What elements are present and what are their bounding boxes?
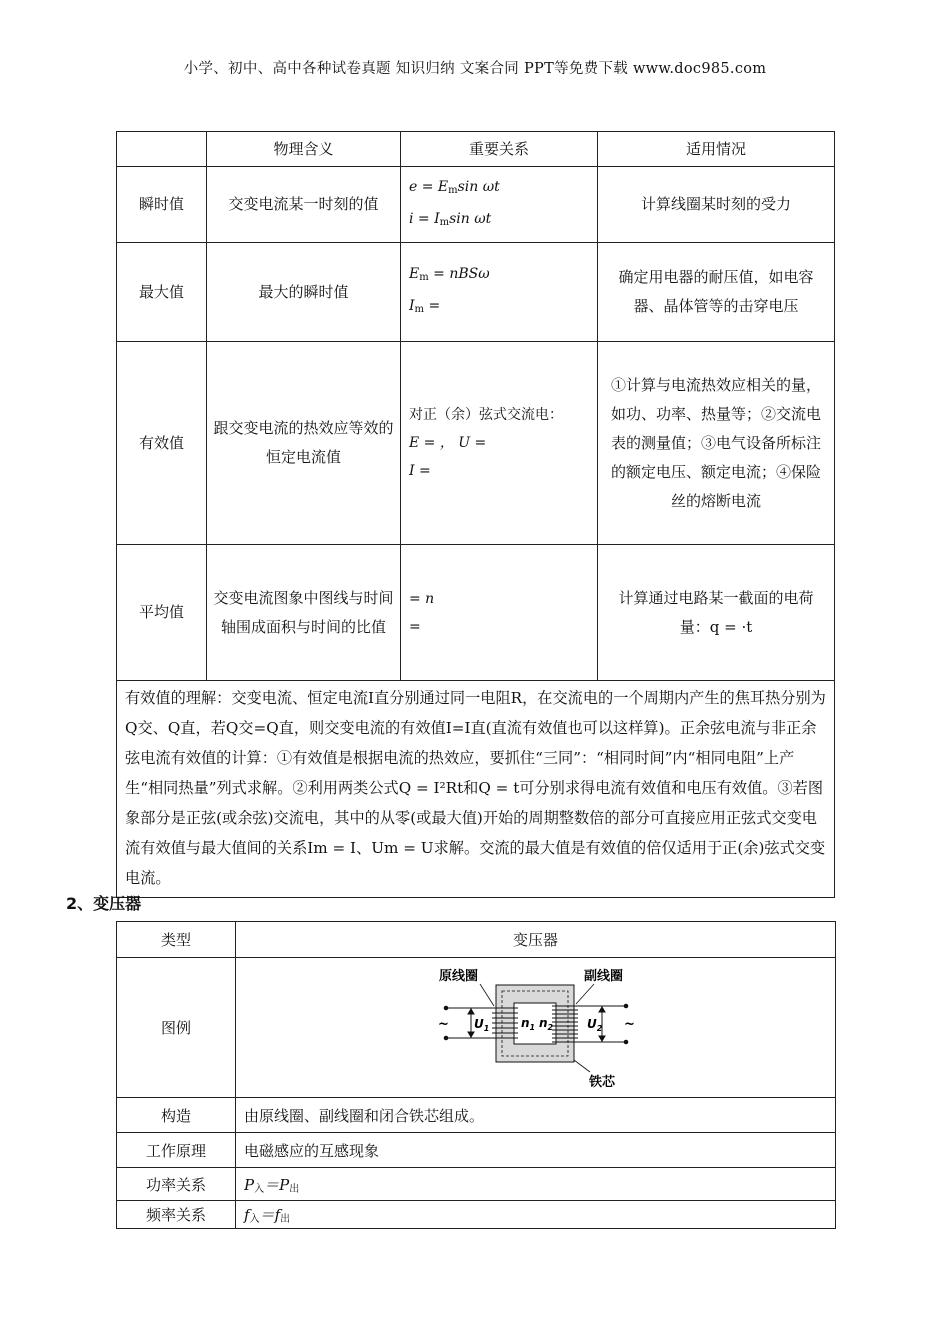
row-relation: 对正（余）弦式交流电： E = ， U = I =	[401, 342, 598, 545]
transformer-table	[116, 921, 836, 1229]
u1-label: $U_1$	[473, 1016, 489, 1033]
row-value: $f_入=f_出$	[236, 1201, 836, 1229]
u2-label: $U_2$	[586, 1016, 602, 1033]
header-cell-empty	[117, 132, 207, 167]
row-key: 图例	[117, 958, 236, 1098]
table-row	[117, 958, 836, 1098]
note-row	[117, 681, 835, 898]
table-row	[117, 1098, 836, 1133]
n2-label: $n_2$	[538, 1015, 553, 1032]
table-row	[117, 545, 835, 681]
table-header-row	[117, 922, 836, 958]
primary-coil	[492, 1008, 518, 1038]
row-key: 构造	[117, 1098, 236, 1133]
n1-label: $n_1$	[520, 1015, 535, 1032]
row-usage: 确定用电器的耐压值，如电容器、晶体管等的击穿电压	[598, 243, 835, 342]
row-key: 功率关系	[117, 1168, 236, 1201]
row-name: 瞬时值	[117, 167, 207, 243]
row-name: 平均值	[117, 545, 207, 681]
ac-output-symbol: ~	[623, 1016, 635, 1032]
row-relation: = n =	[401, 545, 598, 681]
row-value: 由原线圈、副线圈和闭合铁芯组成。	[236, 1098, 836, 1133]
transformer-diagram	[436, 964, 636, 1092]
table-row	[117, 342, 835, 545]
header-cell-relation: 重要关系	[401, 132, 598, 167]
secondary-coil-label: 副线圈	[583, 968, 623, 984]
transformer-diagram-cell	[236, 958, 836, 1098]
row-meaning: 跟交变电流的热效应等效的恒定电流值	[207, 342, 401, 545]
header-cell-usage: 适用情况	[598, 132, 835, 167]
table-header-row	[117, 132, 835, 167]
table-row	[117, 243, 835, 342]
row-name: 最大值	[117, 243, 207, 342]
header-cell-type: 类型	[117, 922, 236, 958]
row-key: 频率关系	[117, 1201, 236, 1229]
row-meaning: 最大的瞬时值	[207, 243, 401, 342]
table-row	[117, 167, 835, 243]
row-value: $P_入=P_出$	[236, 1168, 836, 1201]
table-row	[117, 1168, 836, 1201]
header-cell-transformer: 变压器	[236, 922, 836, 958]
row-relation: $E_m = nBS\omega$ $I_m$ =	[401, 243, 598, 342]
primary-coil-label: 原线圈	[438, 968, 478, 984]
effective-value-note: 有效值的理解：交变电流、恒定电流I直分别通过同一电阻R，在交流电的一个周期内产生的焦耳热分别为Q交、Q直，若Q交=Q直，则交变电流的有效值I=I直(直流有效值也可以这样算)。正余弦电流与非正余弦电流有效值的计算：①有效值是根据电流的热效应，要抓住“三同”：“相同时间”内“相同电阻”上产生“相同热量”列式求解。②利用两类公式Q = I²Rt和Q = t可分别求得电流有效值和电压有效值。③若图象部分是正弦(或余弦)交流电，其中的从零(或最大值)开始的周期整数倍的部分可直接应用正弦式交变电流有效值与最大值间的关系Im = I、Um = U求解。交流的最大值是有效值的倍仅适用于正(余)弦式交变电流。	[117, 681, 835, 898]
header-cell-meaning: 物理含义	[207, 132, 401, 167]
section-title: 2、变压器	[66, 894, 142, 913]
row-key: 工作原理	[117, 1133, 236, 1168]
core-label: 铁芯	[588, 1074, 615, 1090]
row-usage: 计算通过电路某一截面的电荷量：q = ·t	[598, 545, 835, 681]
row-usage: 计算线圈某时刻的受力	[598, 167, 835, 243]
table-row	[117, 1133, 836, 1168]
row-value: 电磁感应的互感现象	[236, 1133, 836, 1168]
ac-values-table	[116, 131, 835, 898]
page-header: 小学、初中、高中各种试卷真题 知识归纳 文案合同 PPT等免费下载 www.doc985.com	[183, 61, 767, 77]
ac-source-symbol: ~	[437, 1016, 449, 1032]
table-row	[117, 1201, 836, 1229]
row-name: 有效值	[117, 342, 207, 545]
row-meaning: 交变电流某一时刻的值	[207, 167, 401, 243]
row-relation: $e = E_m\sin$ ωt $i = I_m\sin$ ωt	[401, 167, 598, 243]
row-usage: ①计算与电流热效应相关的量，如功、功率、热量等；②交流电表的测量值；③电气设备所标注的额定电压、额定电流；④保险丝的熔断电流	[598, 342, 835, 545]
row-meaning: 交变电流图象中图线与时间轴围成面积与时间的比值	[207, 545, 401, 681]
